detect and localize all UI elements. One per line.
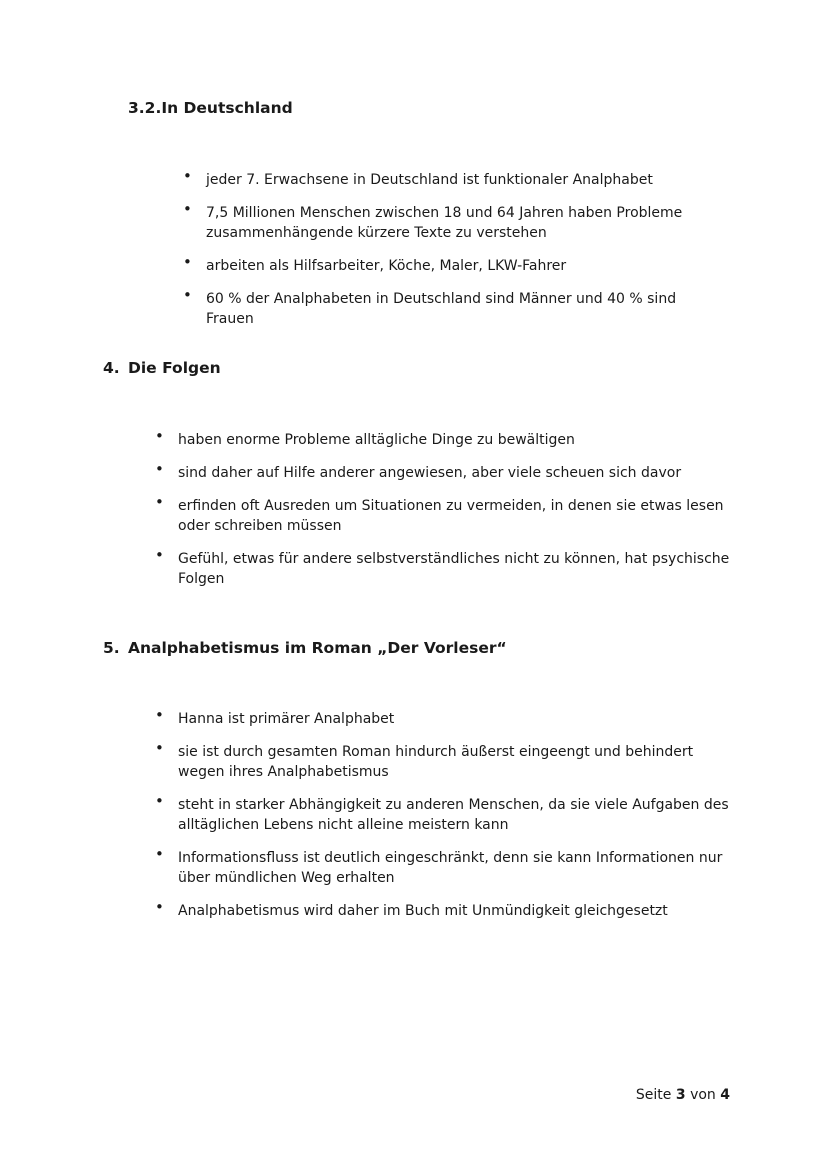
list-item: • Informationsfluss ist deutlich eingeschränkt, denn sie kann Informationen nur über mündlichen Weg erhalten: [155, 845, 723, 886]
bullet-icon: •: [155, 898, 164, 916]
bullet-icon: •: [155, 546, 164, 564]
section-title: Die Folgen: [128, 359, 221, 377]
bullet-icon: •: [155, 739, 164, 757]
list-item: • 60 % der Analphabeten in Deutschland sind Männer und 40 % sind Frauen: [183, 286, 677, 327]
bullet-icon: •: [155, 460, 164, 478]
section-number: 3.2.: [128, 99, 162, 117]
page-number: Seite 3 von 4: [635, 1087, 730, 1103]
section-number: 4.: [103, 359, 120, 377]
bullet-icon: •: [155, 493, 164, 511]
bullet-list-3-2: [182, 167, 712, 342]
bullet-icon: •: [183, 200, 192, 218]
bullet-icon: •: [183, 253, 192, 271]
list-item: • Gefühl, etwas für andere selbstverständliches nicht zu können, hat psychische Folgen: [155, 546, 730, 587]
bullet-icon: •: [155, 792, 164, 810]
section-heading-3-2: [128, 99, 293, 117]
bullet-icon: •: [155, 706, 164, 724]
section-number: 5.: [103, 639, 120, 657]
list-item: • Hanna ist primärer Analphabet: [155, 706, 395, 727]
list-item: • sind daher auf Hilfe anderer angewiesen, aber viele scheuen sich davor: [155, 460, 682, 481]
section-title: Analphabetismus im Roman „Der Vorleser“: [128, 639, 507, 657]
bullet-list-5: [154, 706, 734, 934]
list-item: • haben enorme Probleme alltägliche Dinge zu bewältigen: [155, 427, 575, 448]
section-heading-5: [103, 639, 507, 657]
section-heading-4: [103, 359, 221, 377]
bullet-icon: •: [155, 427, 164, 445]
bullet-list-4: [154, 427, 734, 602]
list-item: • jeder 7. Erwachsene in Deutschland ist funktionaler Analphabet: [183, 167, 653, 188]
bullet-icon: •: [183, 167, 192, 185]
list-item: • steht in starker Abhängigkeit zu anderen Menschen, da sie viele Aufgaben des alltäglichen Lebens nicht alleine meistern kann: [155, 792, 729, 833]
section-title: In Deutschland: [161, 99, 293, 117]
list-item: • 7,5 Millionen Menschen zwischen 18 und 64 Jahren haben Probleme zusammenhängende kürzere Texte zu verstehen: [183, 200, 683, 241]
list-item: • Analphabetismus wird daher im Buch mit Unmündigkeit gleichgesetzt: [155, 898, 668, 919]
list-item: • erfinden oft Ausreden um Situationen zu vermeiden, in denen sie etwas lesen oder schreiben müssen: [155, 493, 724, 534]
list-item: • arbeiten als Hilfsarbeiter, Köche, Maler, LKW-Fahrer: [183, 253, 567, 274]
bullet-icon: •: [155, 845, 164, 863]
list-item: • sie ist durch gesamten Roman hindurch äußerst eingeengt und behindert wegen ihres Analphabetismus: [155, 739, 694, 780]
bullet-icon: •: [183, 286, 192, 304]
